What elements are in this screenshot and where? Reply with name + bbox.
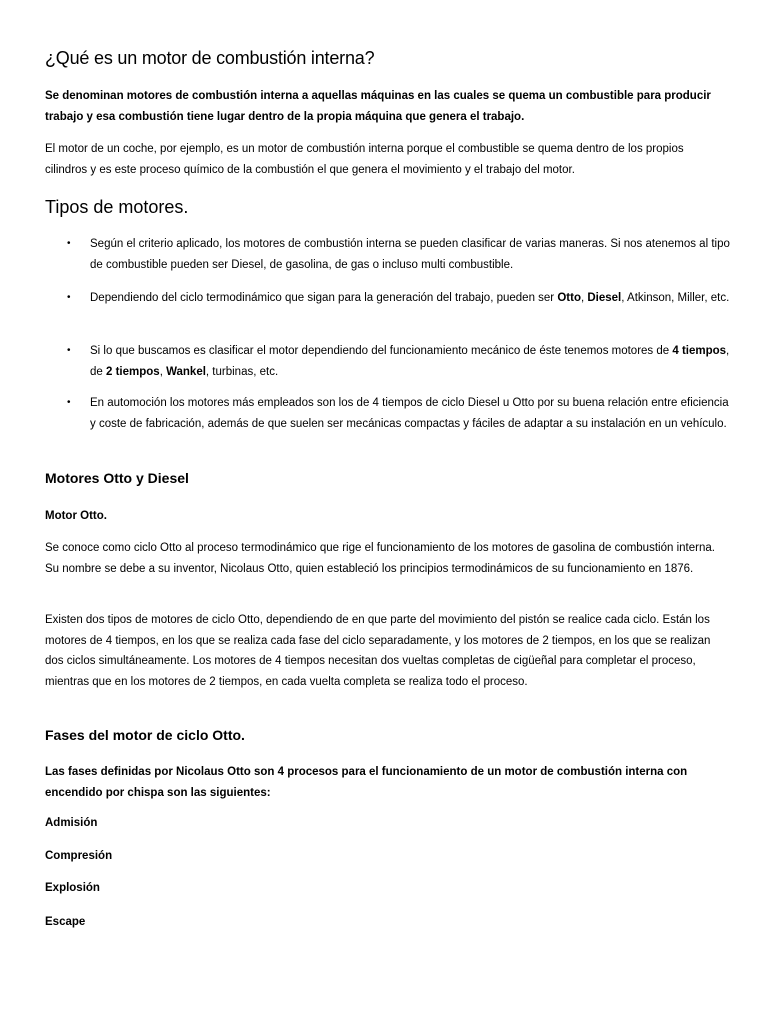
phase-explosion: Explosión: [45, 882, 100, 894]
otto-paragraph-2: Existen dos tipos de motores de ciclo Otto, dependiendo de en que parte del movimiento del pistón se realice cada ciclo. Están los motores de 4 tiempos, en los que se realiza cada fase del ciclo separadamente, y los motores de 2 tiempos, en los que se realizan dos ciclos simultáneamente. Los motores de 4 tiempos necesitan dos vueltas completas de cigüeñal para completar el proceso, mientras que en los motores de 2 tiempos, en cada vuelta completa se realiza todo el proceso.: [45, 614, 711, 688]
list-item: [67, 393, 730, 434]
bullet-text: Si lo que buscamos es clasificar el motor dependiendo del funcionamiento mecánico de éste tenemos motores de: [90, 345, 673, 357]
heading-tipos-de-motores: Tipos de motores.: [45, 197, 189, 217]
bullet-text: Dependiendo del ciclo termodinámico que sigan para la generación del trabajo, pueden ser: [90, 292, 558, 304]
bullet-emphasis: Wankel: [166, 365, 206, 378]
bullet-emphasis: 4 tiempos: [672, 345, 727, 357]
bullet-icon: •: [67, 238, 71, 249]
bullet-text: ,: [580, 292, 588, 304]
heading-motores-otto-diesel: Motores Otto y Diesel: [45, 470, 189, 486]
intro-paragraph: El motor de un coche, por ejemplo, es un motor de combustión interna porque el combustible se quema dentro de los propios cilindros y es este proceso químico de la combustión el que genera el movimiento y el trabajo del motor.: [45, 143, 684, 176]
bullet-icon: •: [67, 345, 71, 356]
bullet-text: , Atkinson, Miller, etc.: [621, 292, 730, 304]
bullet-text: , turbinas, etc.: [205, 365, 279, 378]
subheading-motor-otto: Motor Otto.: [45, 510, 107, 522]
bullet-text: Según el criterio aplicado, los motores de combustión interna se pueden clasificar de varias maneras. Si nos atenemos al tipo de combustible pueden ser Diesel, de gasolina, de gas o incluso multi combustible.: [90, 238, 730, 271]
fases-intro-paragraph: Las fases definidas por Nicolaus Otto son 4 procesos para el funcionamiento de un motor de combustión interna con encendido por chispa son las siguientes:: [45, 766, 688, 799]
list-item: [67, 341, 730, 382]
phase-escape: Escape: [45, 916, 86, 928]
bullet-icon: •: [67, 397, 71, 408]
intro-bold-paragraph: Se denominan motores de combustión interna a aquellas máquinas en las cuales se quema un combustible para producir trabajo y esa combustión tiene lugar dentro de la propia máquina que genera el trabajo.: [45, 90, 711, 123]
phase-compresion: Compresión: [45, 850, 113, 862]
bullet-icon: •: [67, 292, 71, 303]
bullet-emphasis: Otto: [557, 292, 581, 304]
heading-fases-motor-otto: Fases del motor de ciclo Otto.: [45, 727, 245, 743]
list-item: [67, 234, 730, 275]
otto-paragraph-1: Se conoce como ciclo Otto al proceso termodinámico que rige el funcionamiento de los motores de gasolina de combustión interna. Su nombre se debe a su inventor, Nicolaus Otto, quien estableció los principios termodinámicos de su funcionamiento en 1876.: [45, 542, 715, 575]
list-item: [67, 288, 730, 309]
phase-admision: Admisión: [45, 817, 98, 829]
bullet-emphasis: Diesel: [587, 292, 622, 304]
bullet-text: , de: [90, 345, 730, 378]
bullet-text: ,: [159, 365, 167, 378]
page-title: ¿Qué es un motor de combustión interna?: [45, 48, 375, 68]
bullet-text: En automoción los motores más empleados son los de 4 tiempos de ciclo Diesel u Otto por su buena relación entre eficiencia y coste de fabricación, además de que suelen ser mecánicas compactas y fáciles de adaptar a su instalación en un vehículo.: [90, 397, 729, 430]
bullet-emphasis: 2 tiempos: [106, 365, 160, 378]
